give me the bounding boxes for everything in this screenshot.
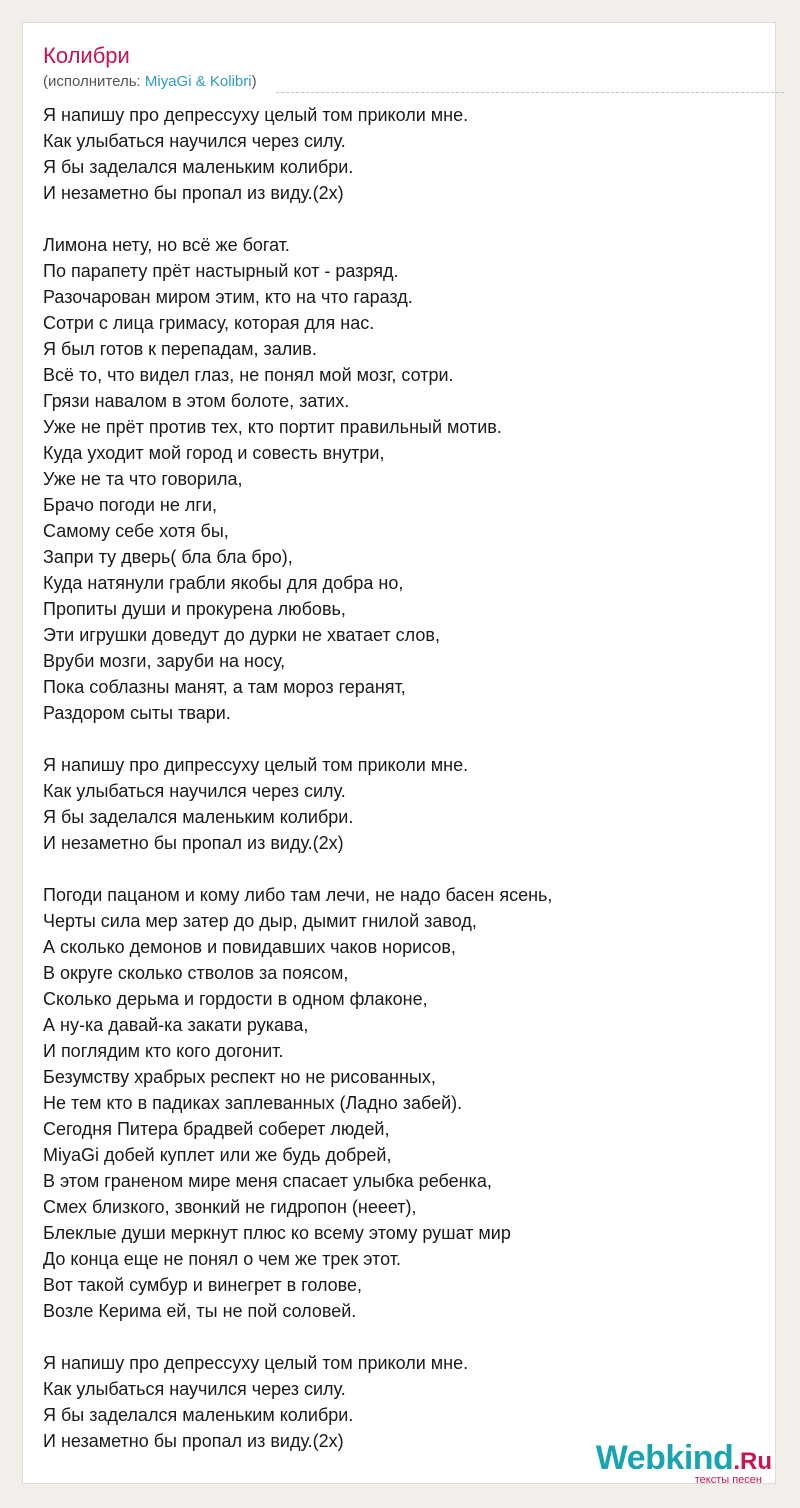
lyrics-line: Уже не та что говорила, <box>43 469 243 489</box>
lyrics-line: Лимона нету, но всё же богат. <box>43 235 290 255</box>
lyrics-stanza <box>43 232 743 726</box>
lyrics-line: Уже не прёт против тех, кто портит правильный мотив. <box>43 417 502 437</box>
lyrics-line: Я напишу про депрессуху целый том приколи мне. <box>43 1353 469 1373</box>
lyrics-line: Сотри с лица гримасу, которая для нас. <box>43 313 375 333</box>
lyrics-line: В этом граненом мире меня спасает улыбка ребенка, <box>43 1171 492 1191</box>
lyrics-line: Блеклые души меркнут плюс ко всему этому рушат мир <box>43 1223 511 1243</box>
lyrics-line: И поглядим кто кого догонит. <box>43 1041 284 1061</box>
lyrics-line: Эти игрушки доведут до дурки не хватает слов, <box>43 625 440 645</box>
logo-tld: .Ru <box>733 1448 772 1475</box>
lyrics-line: Всё то, что видел глаз, не понял мой мозг, сотри. <box>43 365 454 385</box>
lyrics-line: Самому себе хотя бы, <box>43 521 229 541</box>
song-title: Колибри <box>43 43 130 68</box>
lyrics-stanza <box>43 882 743 1324</box>
logo-tagline: тексты песен <box>694 1474 762 1486</box>
lyrics-line: Брачо погоди не лги, <box>43 495 218 515</box>
lyrics-line: Сколько дерьма и гордости в одном флаконе, <box>43 989 428 1009</box>
lyrics-line: И незаметно бы пропал из виду.(2х) <box>43 183 344 203</box>
lyrics-line: Безумству храбрых респект но не рисованных, <box>43 1067 436 1087</box>
lyrics-line: Я бы заделался маленьким колибри. <box>43 1405 354 1425</box>
lyrics-line: И незаметно бы пропал из виду.(2х) <box>43 833 344 853</box>
lyrics-body <box>43 102 743 1480</box>
lyrics-line: Как улыбаться научился через силу. <box>43 1379 346 1399</box>
lyrics-line: Пропиты души и прокурена любовь, <box>43 599 346 619</box>
artist-line <box>43 72 257 92</box>
lyrics-line: Я напишу про дипрессуху целый том приколи мне. <box>43 755 469 775</box>
lyrics-line: А ну-ка давай-ка закати рукава, <box>43 1015 309 1035</box>
lyrics-line: Я бы заделался маленьким колибри. <box>43 157 354 177</box>
lyrics-line: Смех близкого, звонкий не гидропон (нееет), <box>43 1197 417 1217</box>
lyrics-line: Куда натянули грабли якобы для добра но, <box>43 573 404 593</box>
lyrics-line: Вот такой сумбур и винегрет в голове, <box>43 1275 363 1295</box>
title-divider <box>276 92 784 93</box>
lyrics-line: В округе сколько стволов за поясом, <box>43 963 349 983</box>
lyrics-line: Грязи навалом в этом болоте, затих. <box>43 391 350 411</box>
lyrics-line: И незаметно бы пропал из виду.(2х) <box>43 1431 344 1451</box>
lyrics-line: Черты сила мер затер до дыр, дымит гнилой завод, <box>43 911 477 931</box>
lyrics-line: Пока соблазны манят, а там мороз геранят, <box>43 677 406 697</box>
lyrics-line: Как улыбаться научился через силу. <box>43 781 346 801</box>
lyrics-stanza <box>43 102 743 206</box>
lyrics-line: Куда уходит мой город и совесть внутри, <box>43 443 385 463</box>
site-logo[interactable] <box>596 1440 772 1476</box>
lyrics-line: Не тем кто в падиках заплеванных (Ладно забей). <box>43 1093 463 1113</box>
lyrics-line: А сколько демонов и повидавших чаков норисов, <box>43 937 456 957</box>
artist-link[interactable]: MiyaGi & Kolibri <box>144 73 252 90</box>
lyrics-line: Вруби мозги, заруби на носу, <box>43 651 286 671</box>
lyrics-line: До конца еще не понял о чем же трек этот. <box>43 1249 401 1269</box>
lyrics-line: Я напишу про депрессуху целый том приколи мне. <box>43 105 469 125</box>
lyrics-line: По парапету прёт настырный кот - разряд. <box>43 261 399 281</box>
lyrics-line: Я был готов к перепадам, залив. <box>43 339 317 359</box>
lyrics-line: Возле Керима ей, ты не пой соловей. <box>43 1301 357 1321</box>
lyrics-line: Погоди пацаном и кому либо там лечи, не надо басен ясень, <box>43 885 553 905</box>
artist-suffix: ) <box>251 73 257 90</box>
lyrics-line: Я бы заделался маленьким колибри. <box>43 807 354 827</box>
lyrics-line: Разочарован миром этим, кто на что гаразд. <box>43 287 413 307</box>
logo-name: Webkind <box>595 1439 734 1477</box>
lyrics-line: Запри ту дверь( бла бла бро), <box>43 547 293 567</box>
lyrics-line: Как улыбаться научился через силу. <box>43 131 346 151</box>
lyrics-stanza <box>43 752 743 856</box>
lyrics-line: Сегодня Питера брадвей соберет людей, <box>43 1119 390 1139</box>
lyrics-line: MiyaGi добей куплет или же будь добрей, <box>43 1145 392 1165</box>
artist-prefix: (исполнитель: <box>43 73 145 90</box>
lyrics-line: Раздором сыты твари. <box>43 703 231 723</box>
